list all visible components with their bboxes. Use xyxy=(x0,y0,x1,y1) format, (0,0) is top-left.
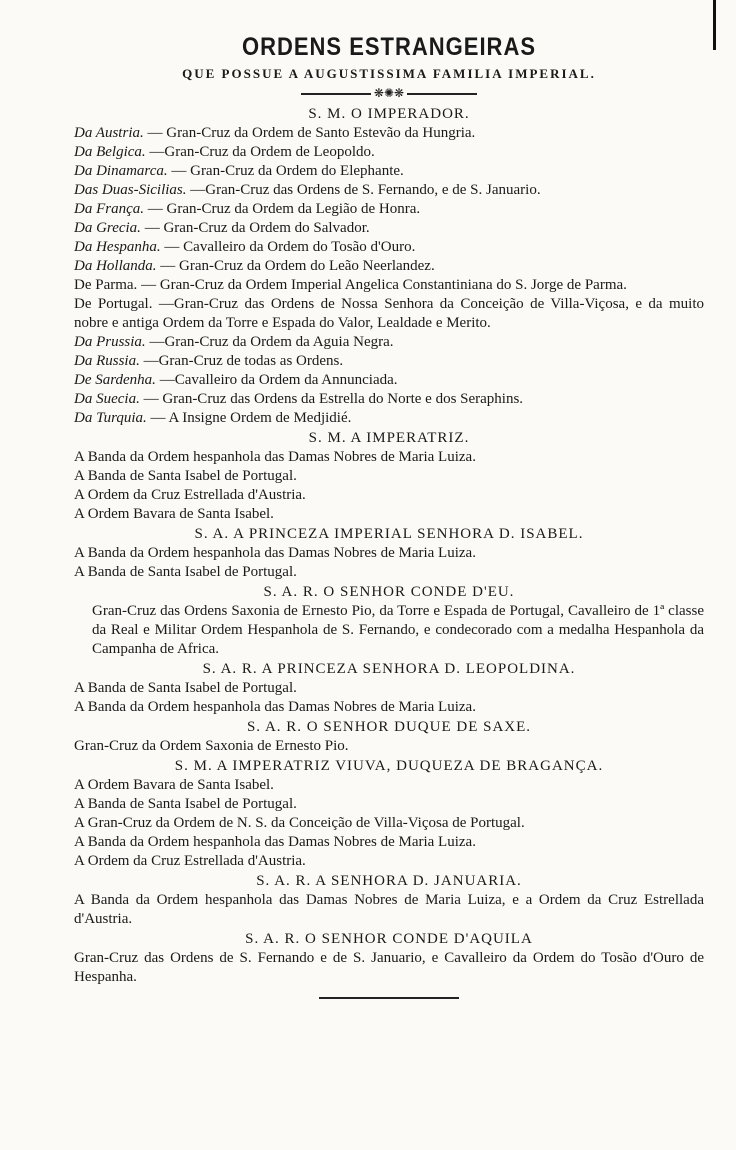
list-item: A Ordem Bavara de Santa Isabel. xyxy=(74,777,274,793)
list-item: Gran-Cruz da Ordem Saxonia de Ernesto Pio. xyxy=(74,738,349,754)
section-title: S. M. O IMPERADOR. xyxy=(308,106,470,122)
section-leopoldina xyxy=(74,659,704,717)
list-item: De Sardenha. —Cavalleiro da Ordem da Annunciada. xyxy=(74,372,398,388)
section-title: S. A. R. O SENHOR CONDE D'EU. xyxy=(263,584,515,600)
section-title: S. A. A PRINCEZA IMPERIAL SENHORA D. ISABEL. xyxy=(194,526,584,542)
section-conde-daquila xyxy=(74,929,704,987)
section-title: S. A. R. O SENHOR DUQUE DE SAXE. xyxy=(246,719,532,735)
list-item: Da Russia. —Gran-Cruz de todas as Ordens. xyxy=(74,353,344,369)
section-duque-de-saxe xyxy=(74,717,704,756)
section-title: S. A. R. A PRINCEZA SENHORA D. LEOPOLDINA. xyxy=(202,661,576,677)
list-item: Da Hollanda. — Gran-Cruz da Ordem do Leão Neerlandez. xyxy=(74,258,435,274)
list-item: Da França. — Gran-Cruz da Ordem da Legião de Honra. xyxy=(74,201,421,217)
section-paragraph: A Banda da Ordem hespanhola das Damas Nobres de Maria Luiza, e a Ordem da Cruz Estrellada d'Austria. xyxy=(74,892,704,927)
section-title: S. M. A IMPERATRIZ VIUVA, DUQUEZA DE BRAGANÇA. xyxy=(174,758,604,774)
list-item: Das Duas-Sicilias. —Gran-Cruz das Ordens de S. Fernando, e de S. Januario. xyxy=(74,182,541,198)
list-item: A Gran-Cruz da Ordem de N. S. da Conceição de Villa-Viçosa de Portugal. xyxy=(74,815,525,831)
list-item: A Banda da Ordem hespanhola das Damas Nobres de Maria Luiza. xyxy=(74,699,476,715)
ornament-rule-right xyxy=(407,93,477,95)
list-item: Da Austria. — Gran-Cruz da Ordem de Santo Estevão da Hungria. xyxy=(74,125,476,141)
list-item: A Banda da Ordem hespanhola das Damas Nobres de Maria Luiza. xyxy=(74,834,476,850)
document-title: ORDENS ESTRANGEIRAS xyxy=(241,32,537,61)
list-item: A Banda da Ordem hespanhola das Damas Nobres de Maria Luiza. xyxy=(74,545,476,561)
list-item: A Ordem da Cruz Estrellada d'Austria. xyxy=(74,853,306,869)
section-imperatriz xyxy=(74,428,704,524)
list-item: Da Prussia. —Gran-Cruz da Ordem da Aguia Negra. xyxy=(74,334,394,350)
list-item: Da Grecia. — Gran-Cruz da Ordem do Salvador. xyxy=(74,220,370,236)
section-title: S. A. R. O SENHOR CONDE D'AQUILA xyxy=(245,931,533,947)
list-item: A Ordem Bavara de Santa Isabel. xyxy=(74,506,274,522)
list-item: A Banda da Ordem hespanhola das Damas Nobres de Maria Luiza. xyxy=(74,449,476,465)
list-item: De Portugal. —Gran-Cruz das Ordens de Nossa Senhora da Conceição de Villa-Viçosa, e da muito nobre e antiga Ordem da Torre e Espada do Valor, Lealdade e Merito. xyxy=(74,296,704,331)
list-item: A Ordem da Cruz Estrellada d'Austria. xyxy=(74,487,306,503)
ornament-icon: ❋✺❋ xyxy=(373,86,405,100)
section-conde-deu xyxy=(74,582,704,659)
page-edge-mark xyxy=(713,0,716,50)
section-paragraph: Gran-Cruz das Ordens Saxonia de Ernesto Pio, da Torre e Espada de Portugal, Cavalleiro de 1ª classe da Real e Militar Ordem Hespanhola de S. Fernando, e condecorado com a medalha Hespanhola da Campanha de Africa. xyxy=(92,603,704,657)
list-item: A Banda de Santa Isabel de Portugal. xyxy=(74,796,297,812)
ornament-divider xyxy=(74,86,704,100)
list-item: A Banda de Santa Isabel de Portugal. xyxy=(74,468,297,484)
list-item: Da Suecia. — Gran-Cruz das Ordens da Estrella do Norte e dos Seraphins. xyxy=(74,391,524,407)
list-item: A Banda de Santa Isabel de Portugal. xyxy=(74,680,297,696)
document-subtitle: QUE POSSUE A AUGUSTISSIMA FAMILIA IMPERIAL. xyxy=(182,66,596,81)
section-januaria xyxy=(74,871,704,929)
section-title: S. M. A IMPERATRIZ. xyxy=(308,430,470,446)
section-title: S. A. R. A SENHORA D. JANUARIA. xyxy=(256,873,522,889)
section-paragraph: Gran-Cruz das Ordens de S. Fernando e de S. Januario, e Cavalleiro da Ordem do Tosão d'Ouro de Hespanha. xyxy=(74,950,704,985)
list-item: Da Turquia. — A Insigne Ordem de Medjidié. xyxy=(74,410,352,426)
list-item: Da Belgica. —Gran-Cruz da Ordem de Leopoldo. xyxy=(74,144,375,160)
list-item: Da Dinamarca. — Gran-Cruz da Ordem do Elephante. xyxy=(74,163,404,179)
document-page xyxy=(74,30,704,999)
section-imperador xyxy=(74,104,704,428)
list-item: Da Hespanha. — Cavalleiro da Ordem do Tosão d'Ouro. xyxy=(74,239,416,255)
ornament-rule-left xyxy=(301,93,371,95)
section-princeza-imperial xyxy=(74,524,704,582)
list-item: De Parma. — Gran-Cruz da Ordem Imperial Angelica Constantiniana do S. Jorge de Parma. xyxy=(74,277,627,293)
end-rule xyxy=(319,997,459,999)
section-imperatriz-viuva xyxy=(74,756,704,871)
list-item: A Banda de Santa Isabel de Portugal. xyxy=(74,564,297,580)
